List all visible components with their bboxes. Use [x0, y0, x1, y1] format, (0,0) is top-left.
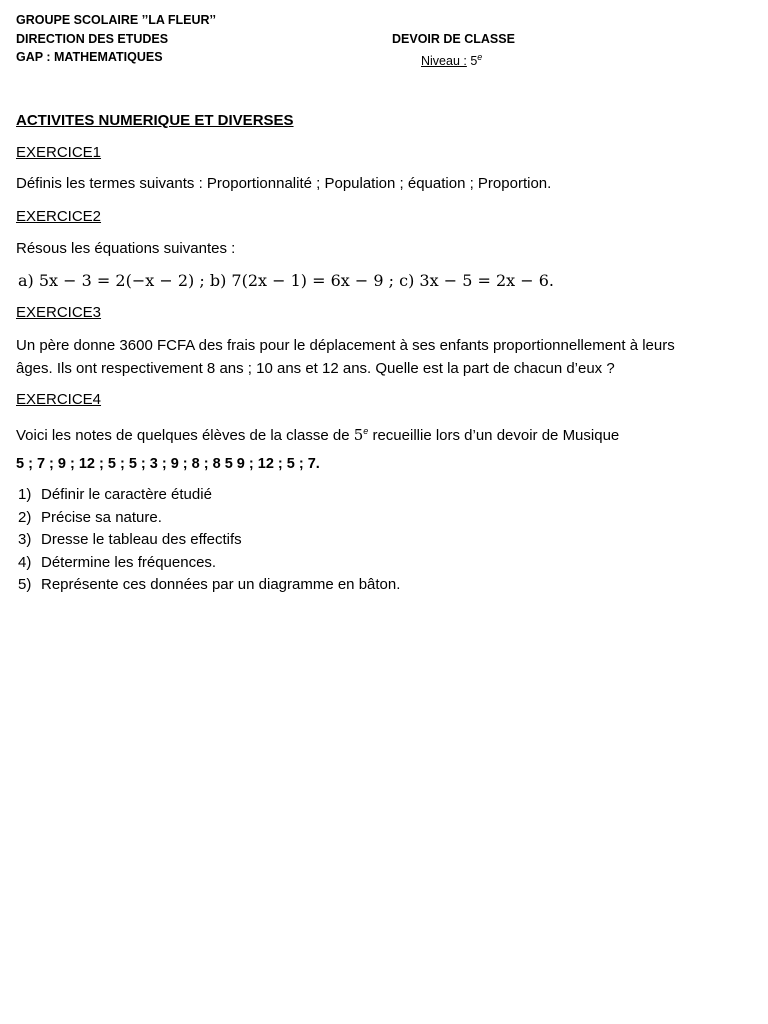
- niveau-label: Niveau :: [421, 54, 467, 69]
- niveau-value: 5: [470, 54, 478, 69]
- niveau-line: [421, 48, 482, 70]
- question-text: Détermine les fréquences.: [41, 553, 217, 571]
- direction-label: DIRECTION DES ETUDES: [16, 32, 169, 46]
- list-item: [18, 485, 400, 508]
- exercice4-intro-sup: e: [363, 426, 369, 436]
- exercice2-equations: a) 5x − 3 = 2(−x − 2) ; b) 7(2x − 1) = 6x − 9 ; c) 3x − 5 = 2x − 6.: [18, 271, 554, 290]
- question-text: Représente ces données par un diagramme en bâton.: [41, 576, 401, 593]
- exercice1-title: EXERCICE1: [16, 144, 102, 161]
- exercice4-intro-before: Voici les notes de quelques élèves de la classe de: [16, 427, 354, 444]
- question-text: Définir le caractère étudié: [41, 486, 212, 503]
- school-name: GROUPE SCOLAIRE ’’LA FLEUR’’: [16, 13, 217, 27]
- question-text: Dresse le tableau des effectifs: [41, 531, 242, 548]
- question-list: [18, 485, 400, 598]
- question-number: 5): [18, 576, 32, 593]
- question-number: 2): [18, 508, 32, 526]
- question-number: 1): [18, 486, 32, 503]
- niveau-sup: e: [477, 52, 483, 62]
- question-number: 3): [18, 531, 32, 548]
- question-number: 4): [18, 553, 32, 571]
- gap-label: GAP : MATHEMATIQUES: [16, 50, 163, 64]
- exercice3-title: EXERCICE3: [16, 304, 102, 321]
- devoir-title: DEVOIR DE CLASSE: [392, 32, 515, 46]
- list-item: [18, 508, 400, 531]
- exercice2-title: EXERCICE2: [16, 208, 102, 225]
- list-item: [18, 553, 400, 576]
- exercice4-intro-after: recueillie lors d’un devoir de Musique: [368, 427, 620, 444]
- list-item: [18, 575, 400, 598]
- list-item: [18, 530, 400, 553]
- exercice4-intro-class: 5: [353, 426, 364, 444]
- exercice2-text: Résous les équations suivantes :: [16, 240, 236, 257]
- exercice3-line1: Un père donne 3600 FCFA des frais pour le déplacement à ses enfants proportionnellement à leurs: [16, 337, 675, 354]
- section-title: ACTIVITES NUMERIQUE ET DIVERSES: [16, 112, 294, 129]
- exercice4-notes: 5 ; 7 ; 9 ; 12 ; 5 ; 5 ; 3 ; 9 ; 8 ; 8 5 9 ; 12 ; 5 ; 7.: [16, 456, 320, 472]
- exercice4-intro: [16, 421, 619, 446]
- exercice1-text: Définis les termes suivants : Proportionnalité ; Population ; équation ; Proportion.: [16, 175, 552, 192]
- exercice3-paragraph: [16, 334, 756, 380]
- exercice3-line2: âges. Ils ont respectivement 8 ans ; 10 ans et 12 ans. Quelle est la part de chacun d’eux ?: [16, 360, 615, 377]
- exercice4-title: EXERCICE4: [16, 391, 102, 408]
- question-text: Précise sa nature.: [41, 508, 162, 526]
